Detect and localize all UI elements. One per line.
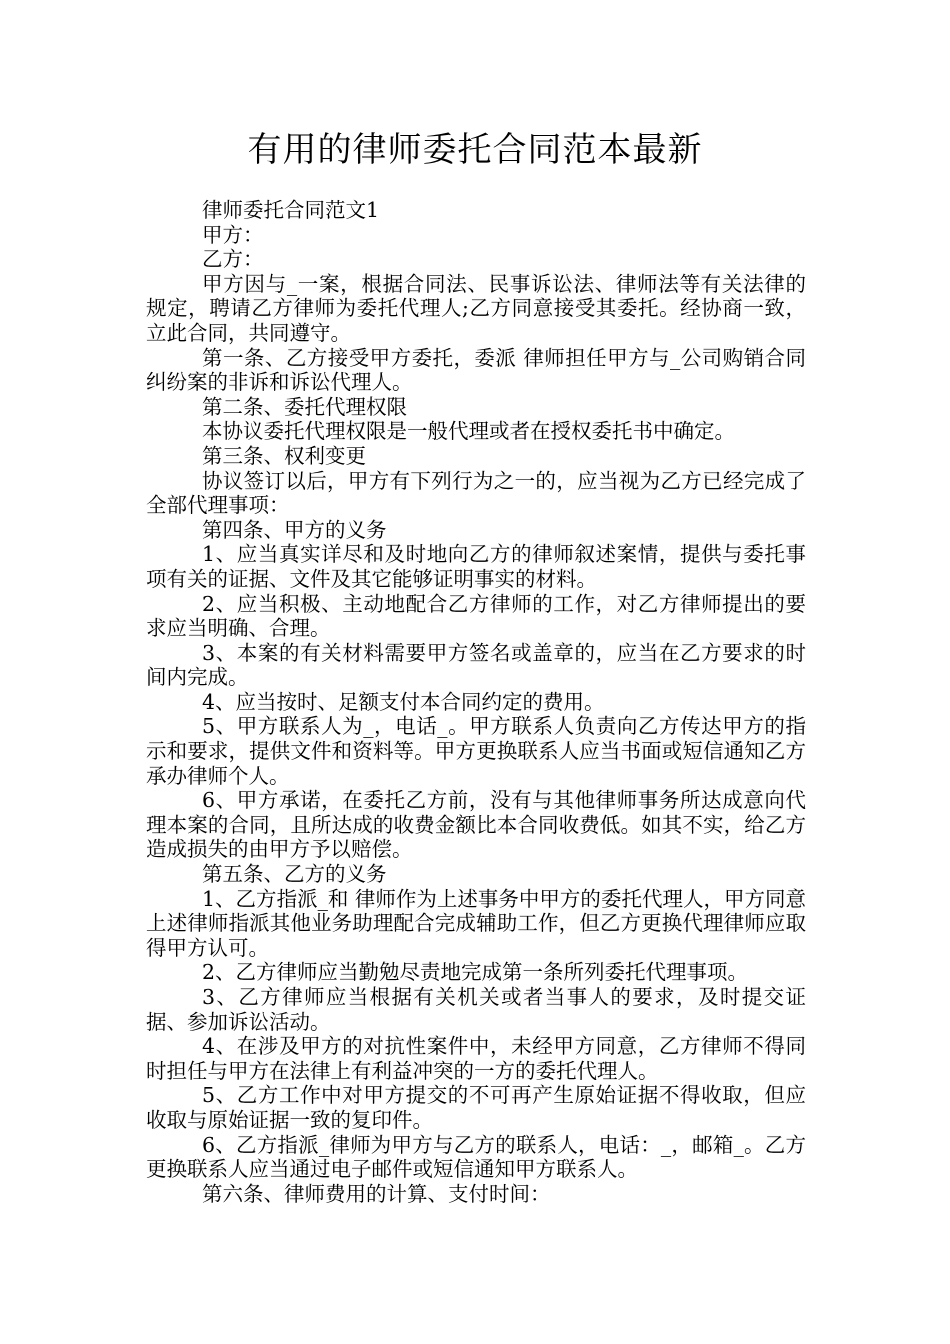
document-title: 有用的律师委托合同范本最新: [247, 130, 703, 170]
list-item: 1、应当真实详尽和及时地向乙方的律师叙述案情，提供与委托事项有关的证据、文件及其它能够证明事实的材料。: [146, 542, 806, 591]
list-item: 2、乙方律师应当勤勉尽责地完成第一条所列委托代理事项。: [202, 960, 749, 985]
paragraph: 协议签订以后，甲方有下列行为之一的，应当视为乙方已经完成了全部代理事项：: [146, 468, 806, 518]
list-item: 4、在涉及甲方的对抗性案件中，未经甲方同意，乙方律师不得同时担任与甲方在法律上有利益冲突的一方的委托代理人。: [146, 1034, 806, 1083]
section-heading: 第四条、甲方的义务: [202, 517, 387, 542]
list-item: 5、甲方联系人为_，电话_。甲方联系人负责向乙方传达甲方的指示和要求，提供文件和资料等。甲方更换联系人应当书面或短信通知乙方承办律师个人。: [146, 714, 806, 788]
list-item: 6、甲方承诺，在委托乙方前，没有与其他律师事务所达成意向代理本案的合同，且所达成的收费金额比本合同收费低。如其不实，给乙方造成损失的由甲方予以赔偿。: [146, 788, 806, 862]
list-item: 5、乙方工作中对甲方提交的不可再产生原始证据不得收取，但应收取与原始证据一致的复印件。: [146, 1083, 806, 1132]
section-heading: 第二条、委托代理权限: [202, 394, 407, 419]
paragraph: 乙方：: [202, 247, 264, 272]
section-heading: 第三条、权利变更: [202, 443, 366, 468]
section-heading: 第六条、律师费用的计算、支付时间：: [202, 1181, 551, 1206]
section-heading: 第五条、乙方的义务: [202, 862, 387, 887]
list-item: 2、应当积极、主动地配合乙方律师的工作，对乙方律师提出的要求应当明确、合理。: [146, 591, 806, 641]
paragraph: 第一条、乙方接受甲方委托，委派 律师担任甲方与_公司购销合同纠纷案的非诉和诉讼代理人。: [146, 345, 806, 395]
list-item: 3、乙方律师应当根据有关机关或者当事人的要求，及时提交证据、参加诉讼活动。: [146, 985, 806, 1034]
paragraph: 律师委托合同范文1: [202, 198, 380, 222]
list-item: 3、本案的有关材料需要甲方签名或盖章的，应当在乙方要求的时间内完成。: [146, 640, 806, 690]
document-body: [146, 198, 806, 1206]
paragraph: 甲方因与_一案，根据合同法、民事诉讼法、律师法等有关法律的规定，聘请乙方律师为委托代理人;乙方同意接受其委托。经协商一致，立此合同，共同遵守。: [146, 271, 806, 345]
list-item: 1、乙方指派_和 律师作为上述事务中甲方的委托代理人，甲方同意上述律师指派其他业务助理配合完成辅助工作，但乙方更换代理律师应取得甲方认可。: [146, 886, 806, 960]
list-item: 6、乙方指派_律师为甲方与乙方的联系人，电话：_，邮箱_。乙方更换联系人应当通过电子邮件或短信通知甲方联系人。: [146, 1132, 806, 1182]
paragraph: 甲方：: [202, 222, 264, 247]
list-item: 4、应当按时、足额支付本合同约定的费用。: [202, 689, 605, 714]
paragraph: 本协议委托代理权限是一般代理或者在授权委托书中确定。: [202, 419, 735, 444]
